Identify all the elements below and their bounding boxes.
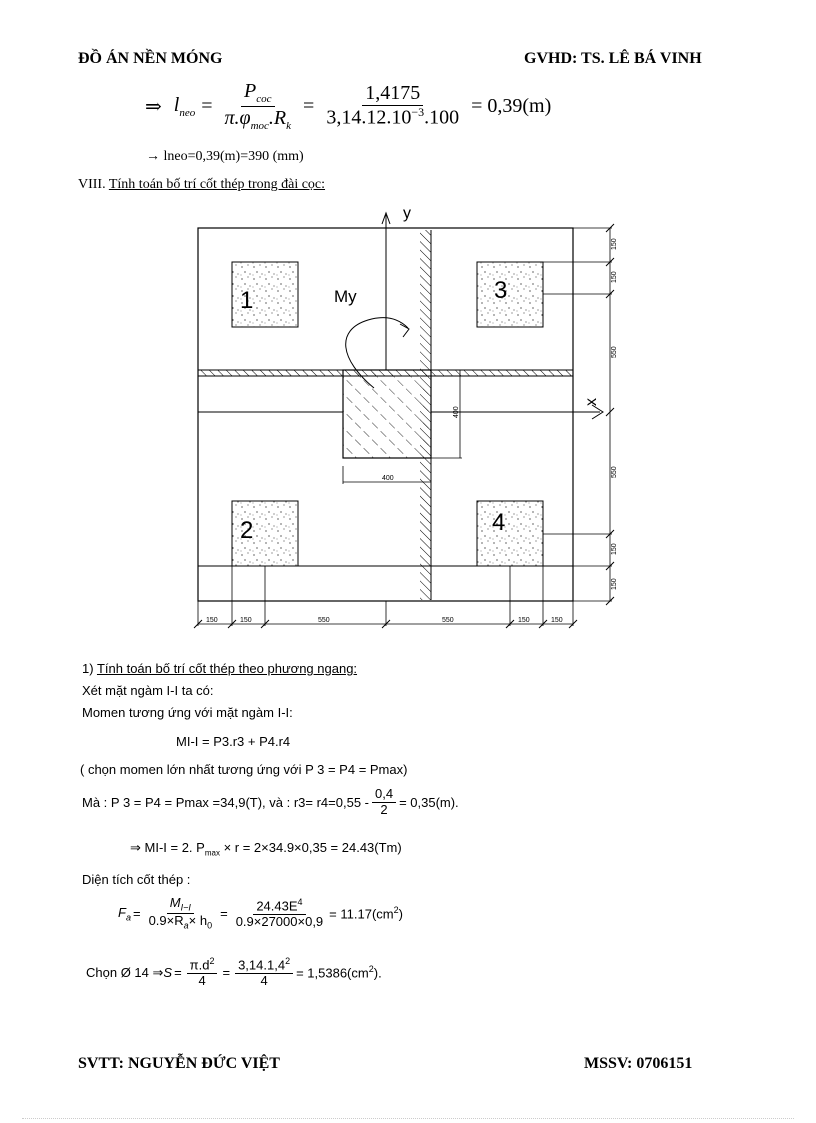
pile-1 [232, 262, 298, 327]
svg-text:550: 550 [611, 466, 618, 478]
svg-text:150: 150 [611, 543, 618, 555]
svg-text:550: 550 [611, 346, 618, 358]
dim-column-width: 400 [382, 475, 394, 482]
lneo-fraction-numeric: $\frac{1,4175}{3,14.12.10^{-3}.100}$ [326, 82, 460, 129]
lneo-symbol: l [173, 93, 180, 116]
svg-text:150: 150 [240, 617, 252, 624]
x-axis-label: x [583, 398, 600, 406]
svg-text:150: 150 [551, 617, 563, 624]
svg-text:150: 150 [518, 617, 530, 624]
footer-left: SVTT: NGUYỄN ĐỨC VIỆT [78, 1055, 280, 1072]
pile-4 [477, 501, 543, 566]
svg-text:1: 1 [240, 287, 254, 314]
lneo-subscript: neo [179, 106, 196, 119]
svg-text:4: 4 [492, 509, 506, 536]
lneo-result-line: → lneo=0,39(m)=390 (mm) [146, 149, 304, 164]
svg-text:150: 150 [611, 578, 618, 590]
column-section [343, 370, 431, 458]
svg-text:150: 150 [206, 617, 218, 624]
svg-text:2: 2 [240, 517, 254, 544]
r-calculation: Mà : P 3 = P4 = Pmax =34,9(T), và : r3= r4=0,55 - $\frac{0,4}{2}$ = 0,35(m). [82, 786, 459, 817]
pile-cap-diagram [180, 195, 640, 635]
area-label: Diện tích cốt thép : [82, 872, 191, 887]
svg-text:550: 550 [442, 617, 454, 624]
svg-text:150: 150 [611, 238, 618, 250]
lneo-result: = 0,39(m) [471, 94, 552, 117]
formula-lneo: ⇒ $l_{neo}$ = $\frac{P_{coc}}{\pi.\varphi_{moc}.R_k}$ = $\frac{1,4175}{3,14.12.10^{-3}.100}$ = 0,39(m) [145, 80, 552, 132]
section-1-line1: Xét mặt ngàm I-I ta có: [82, 683, 214, 698]
svg-text:3: 3 [494, 277, 508, 304]
section-viii-heading: VIII. Tính toán bố trí cốt thép trong đài cọc: [78, 177, 326, 192]
footer-right: MSSV: 0706151 [584, 1055, 693, 1072]
svg-text:550: 550 [318, 617, 330, 624]
implies-symbol: ⇒ [145, 95, 162, 118]
section-1-heading: 1) Tính toán bố trí cốt thép theo phương ngang: [82, 661, 358, 676]
fa-equation: $F_a$ = $\frac{M_{I-I}}{0.9\times R_a\times h_0}$ = $\frac{24.43E^4}{0.9\times 27000\times 0,9}$ = $11.17(cm^2)$ [118, 895, 403, 931]
header-right: GVHD: TS. LÊ BÁ VINH [524, 50, 702, 67]
moment-equation: MI-I = P3.r3 + P4.r4 [176, 734, 291, 749]
y-axis-label: y [403, 205, 411, 222]
chon-equation: Chọn Ø 14 ⇒ S = $\frac{\pi.d^2}{4}$ = $\frac{3,14.1,4^2}{4}$ = $1,5386(cm^2)$. [86, 956, 382, 989]
pile-2 [232, 501, 298, 566]
header-left: ĐỒ ÁN NỀN MÓNG [78, 50, 223, 67]
section-1-line2: Momen tương ứng với mặt ngàm I-I: [82, 705, 293, 720]
page-bottom-rule [22, 1118, 794, 1119]
moment-label: My [334, 287, 357, 306]
pile-3 [477, 262, 543, 327]
m-ii-result: ⇒ MI-I = 2. $P_{max} \times r = 2\times 34.9\times 0,35 = 24.43(Tm)$ [130, 840, 402, 858]
lneo-fraction-symbolic: $\frac{P_{coc}}{\pi.\varphi_{moc}.R_k}$ [224, 80, 292, 132]
choose-moment-line: ( chọn momen lớn nhất tương ứng với P 3 = P4 = Pmax) [80, 762, 408, 777]
dim-column-height: 400 [453, 406, 460, 418]
svg-text:150: 150 [611, 271, 618, 283]
